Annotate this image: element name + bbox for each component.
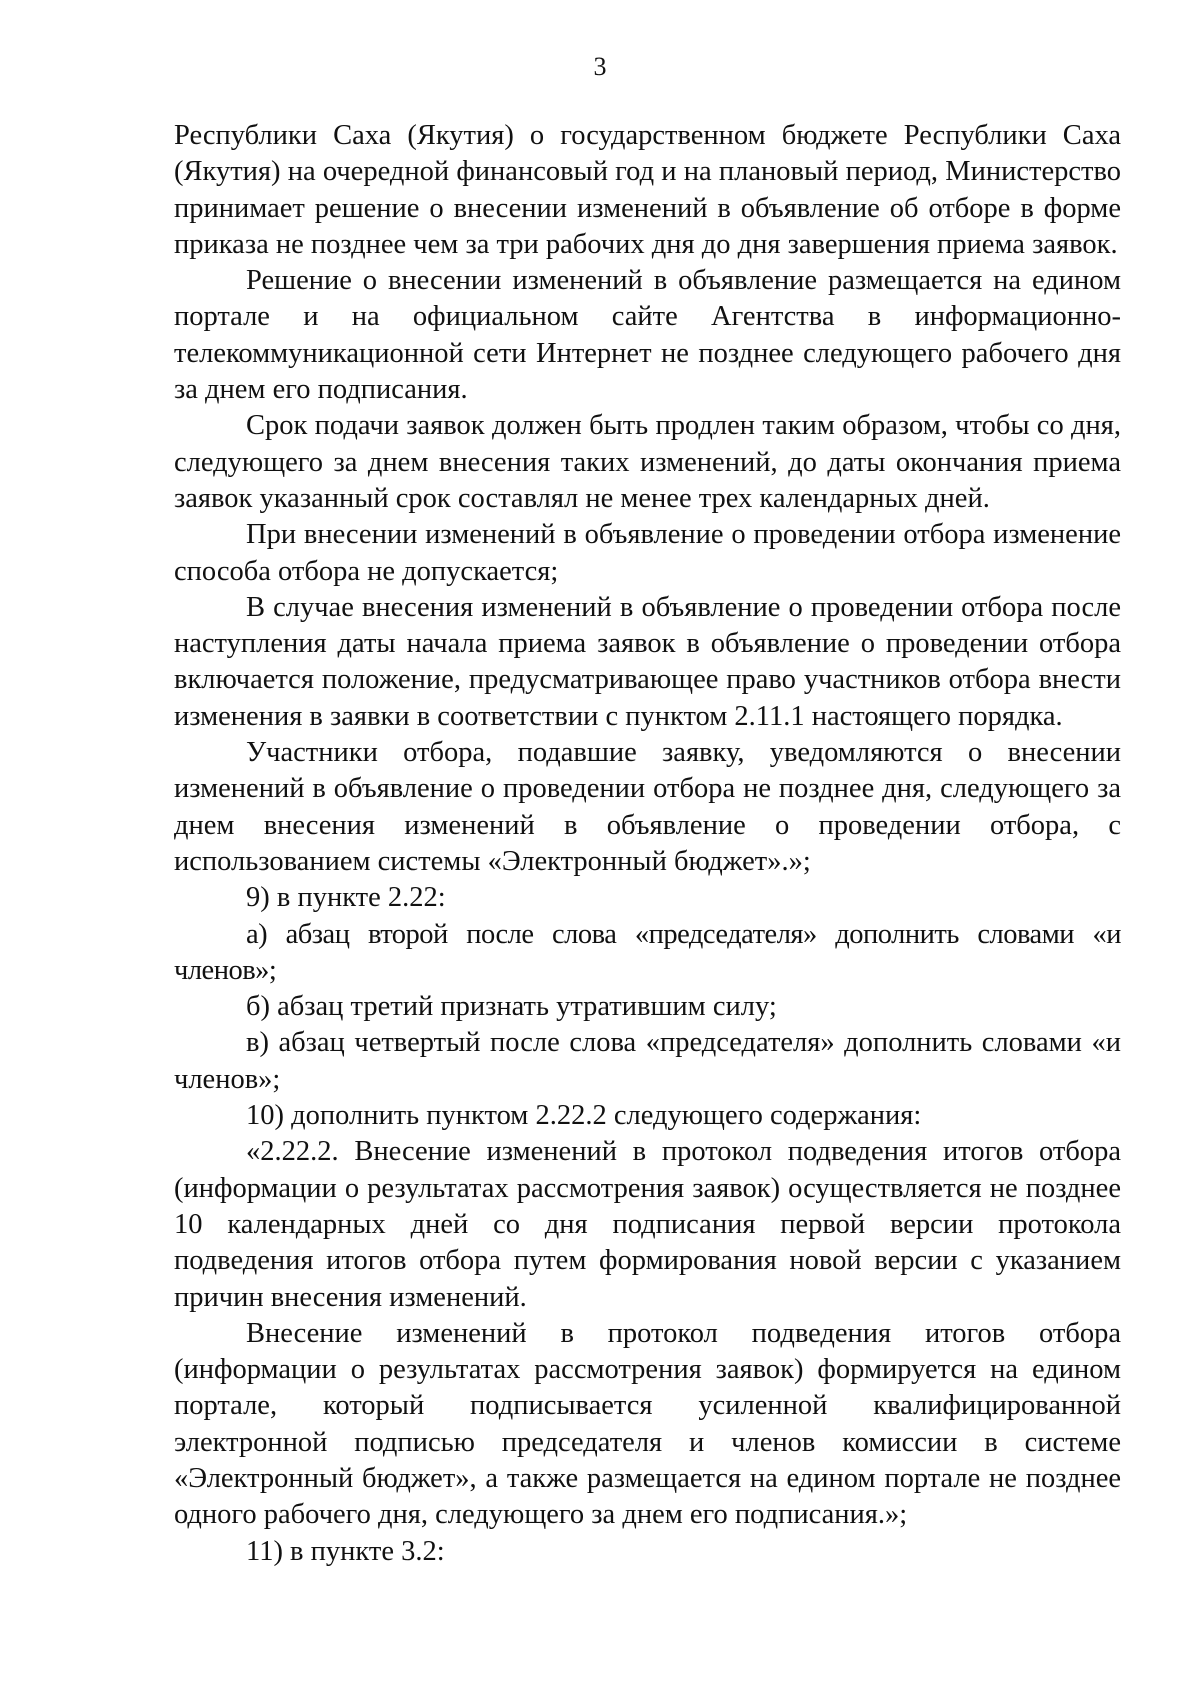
paragraph-deadline-extension: Срок подачи заявок должен быть продлен таким образом, чтобы со дня, следующего за днем внесения таких изменений, до даты окончания приема заявок указанный срок составлял не менее трех календарных дней. — [174, 410, 1121, 514]
list-item-11: 11) в пункте 3.2: — [246, 1535, 445, 1567]
sub-item-b: б) абзац третий признать утратившим силу; — [246, 991, 777, 1023]
list-item-10: 10) дополнить пунктом 2.22.2 следующего содержания: — [246, 1100, 922, 1132]
paragraph-protocol-changes: Внесение изменений в протокол подведения итогов отбора (информации о результатах рассмотрения заявок) формируется на едином портале, который подписывается усиленной квалифицированной электронной подписью председателя и членов комиссии в системе «Электронный бюджет», а также размещается на едином портале не позднее одного рабочего дня, следующего за днем его подписания.»; — [174, 1317, 1121, 1531]
paragraph-method-unchanged: При внесении изменений в объявление о проведении отбора изменение способа отбора не допускается; — [174, 519, 1121, 587]
paragraph-2-22-2: «2.22.2. Внесение изменений в протокол подведения итогов отбора (информации о результатах рассмотрения заявок) осуществляется не позднее 10 календарных дней со дня подписания первой версии протокола подведения итогов отбора путем формирования новой версии с указанием причин внесения изменений. — [174, 1136, 1121, 1313]
document-body — [174, 118, 1121, 1570]
sub-item-a: а) абзац второй после слова «председателя» дополнить словами «и членов»; — [174, 918, 1121, 986]
paragraph-changes-after-start: В случае внесения изменений в объявление о проведении отбора после наступления даты начала приема заявок в объявление о проведении отбора включается положение, предусматривающее право участников отбора внести изменения в заявки в соответствии с пунктом 2.11.1 настоящего порядка. — [174, 591, 1121, 732]
paragraph-budget-decision: Республики Саха (Якутия) о государственном бюджете Республики Саха (Якутия) на очередной финансовый год и на плановый период, Министерство принимает решение о внесении изменений в объявление об отборе в форме приказа не позднее чем за три рабочих дня до дня завершения приема заявок. — [174, 120, 1121, 260]
sub-item-v: в) абзац четвертый после слова «председателя» дополнить словами «и членов»; — [174, 1027, 1121, 1095]
page-number: 3 — [593, 52, 607, 81]
paragraph-decision-publication: Решение о внесении изменений в объявление размещается на едином портале и на официальном сайте Агентства в информационно-телекоммуникационной сети Интернет не позднее следующего рабочего дня за днем его подписания. — [174, 265, 1121, 406]
list-item-9: 9) в пункте 2.22: — [246, 882, 446, 914]
paragraph-participants-notified: Участники отбора, подавшие заявку, уведомляются о внесении изменений в объявление о проведении отбора не позднее дня, следующего за днем внесения изменений в объявление о проведении отбора, с использованием системы «Электронный бюджет».»; — [174, 737, 1121, 877]
